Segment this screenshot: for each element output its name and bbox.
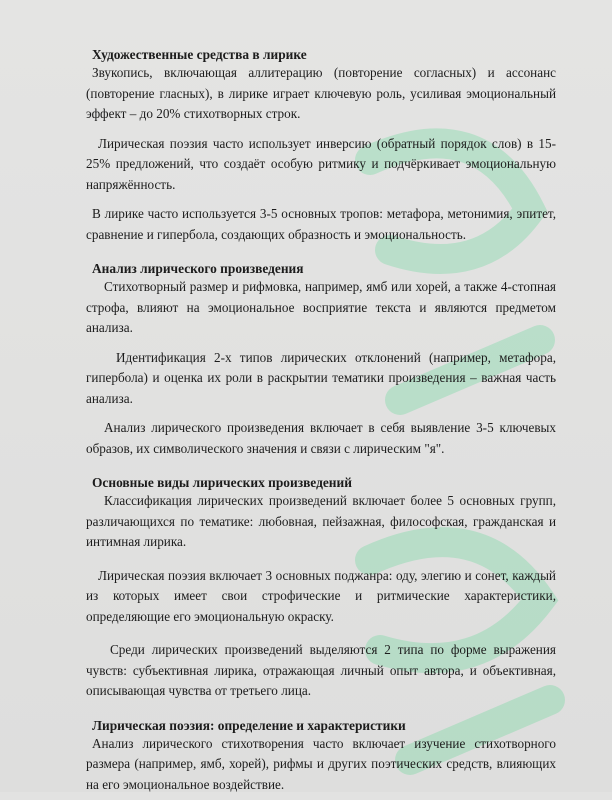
paragraph: Лирическая поэзия включает 3 основных поджанра: оду, элегию и сонет, каждый из которых имеет свои строфические и ритмические характеристики, определяющие его эмоциональную окраску. <box>86 567 556 624</box>
section-heading: Основные виды лирических произведений <box>92 475 352 490</box>
section-heading: Лирическая поэзия: определение и характеристики <box>92 717 406 733</box>
paragraph: Среди лирических произведений выделяются 2 типа по форме выражения чувств: субъективная лирика, отражающая личный опыт автора, и объективная, описывающая чувства от третьего лица. <box>86 642 556 698</box>
section-heading: Художественные средства в лирике <box>92 47 307 62</box>
document-content <box>86 46 556 795</box>
section-heading: Анализ лирического произведения <box>92 261 304 276</box>
paragraph: Анализ лирического произведения включает в себя выявление 3-5 ключевых образов, их символического значения и связи с лирическим "я". <box>86 420 556 456</box>
paragraph: Стихотворный размер и рифмовка, например, ямб или хорей, а также 4-стопная строфа, влияют на эмоциональное восприятие текста и являются предметом анализа. <box>86 279 556 335</box>
paragraph: Идентификация 2-х типов лирических отклонений (например, метафора, гипербола) и оценка их роли в раскрытии тематики произведения – важная часть анализа. <box>86 349 556 406</box>
paragraph: Звукопись, включающая аллитерацию (повторение согласных) и ассонанс (повторение гласных), в лирике играет ключевую роль, усиливая эмоциональный эффект – до 20% стихотворных строк. <box>86 65 556 121</box>
paragraph: В лирике часто используется 3-5 основных тропов: метафора, метонимия, эпитет, сравнение и гипербола, создающих образность и эмоциональность. <box>86 206 556 242</box>
paragraph: Классификация лирических произведений включает более 5 основных групп, различающихся по тематике: любовная, пейзажная, философская, гражданская и интимная лирика. <box>86 493 556 549</box>
paragraph: Анализ лирического стихотворения часто включает изучение стихотворного размера (например, ямб, хорей), рифмы и других поэтических средств, влияющих на его эмоциональное воздействие. <box>86 735 556 792</box>
paragraph: Лирическая поэзия часто использует инверсию (обратный порядок слов) в 15-25% предложений, что создаёт особую ритмику и подчёркивает эмоциональную напряжённость. <box>86 135 556 192</box>
